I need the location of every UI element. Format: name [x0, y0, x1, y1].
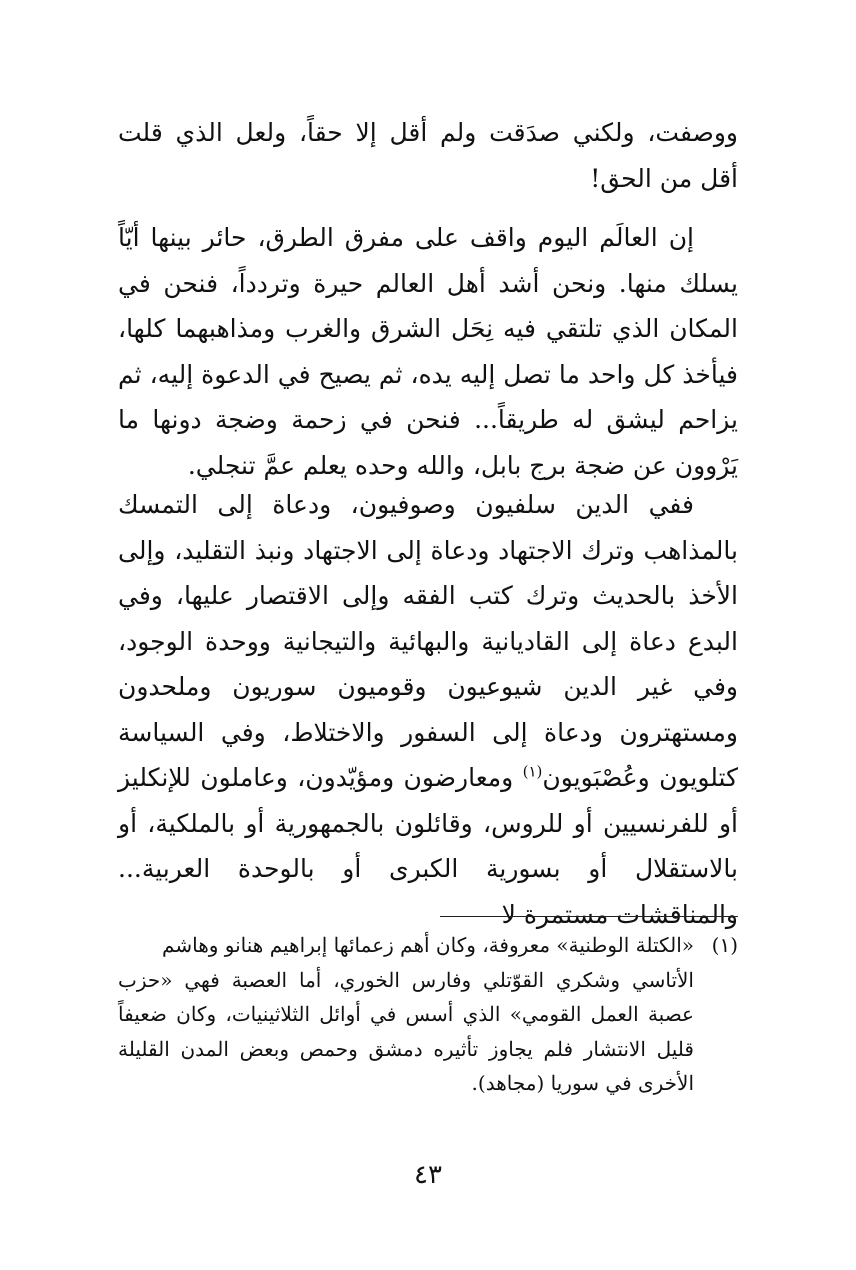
footnote [118, 928, 738, 1101]
paragraph-intro-text: ووصفت، ولكني صدَقت ولم أقل إلا حقاً، ولعل الذي قلت أقل من الحق! [118, 118, 738, 193]
footnote-reference[interactable]: (١) [522, 762, 543, 781]
footnote-continuation: الأتاسي وشكري القوّتلي وفارس الخوري، أما العصبة فهي «حزب عصبة العمل القومي» الذي أسس في أوائل الثلاثينيات، وكان ضعيفاً قليل الانتشار فلم يجاوز تأثيره دمشق وحمص وبعض المدن القليلة الأخرى في سوريا (مجاهد). [118, 967, 694, 1095]
footnote-first-line: «الكتلة الوطنية» معروفة، وكان أهم زعمائها إبراهيم هنانو وهاشم [162, 933, 694, 957]
footnote-number: (١) [711, 933, 738, 957]
paragraph-religion-text-part1: ففي الدين سلفيون وصوفيون، ودعاة إلى التمسك بالمذاهب وترك الاجتهاد ودعاة إلى الاجتهاد ونبذ التقليد، وإلى الأخذ بالحديث وترك كتب الفقه وإلى الاقتصار عليها، وفي البدع دعاة إلى القاديانية والبهائية والتيجانية ووحدة الوجود، وفي غير الدين شيوعيون وقوميون سوريون وملحدون ومستهترون ودعاة إلى السفور والاختلاط، وفي السياسة كتلويون وعُصْبَويون [118, 490, 738, 792]
paragraph-intro [118, 110, 738, 201]
paragraph-religion-text-part2: ومعارضون ومؤيّدون، وعاملون للإنكليز أو للفرنسيين أو للروس، وقائلون بالجمهورية أو بالملكية، أو بالاستقلال أو بسورية الكبرى أو بالوحدة العربية... والمناقشات مستمرة لا [118, 763, 738, 929]
paragraph-world-crossroads [118, 215, 738, 488]
paragraph-world-text: إن العالَم اليوم واقف على مفرق الطرق، حائر بينها أيّاً يسلك منها. ونحن أشد أهل العالم حيرة وتردداً، فنحن في المكان الذي تلتقي فيه نِحَل الشرق والغرب ومذاهبهما كلها، فيأخذ كل واحد ما تصل إليه يده، ثم يصيح في الدعوة إليه، ثم يزاحم ليشق له طريقاً... فنحن في زحمة وضجة دونها ما يَرْوون عن ضجة برج بابل، والله وحده يعلم عمَّ تنجلي. [118, 223, 738, 480]
paragraph-religion-politics [118, 482, 738, 937]
footnote-separator [440, 916, 738, 917]
page-number: ٤٣ [414, 1160, 442, 1190]
